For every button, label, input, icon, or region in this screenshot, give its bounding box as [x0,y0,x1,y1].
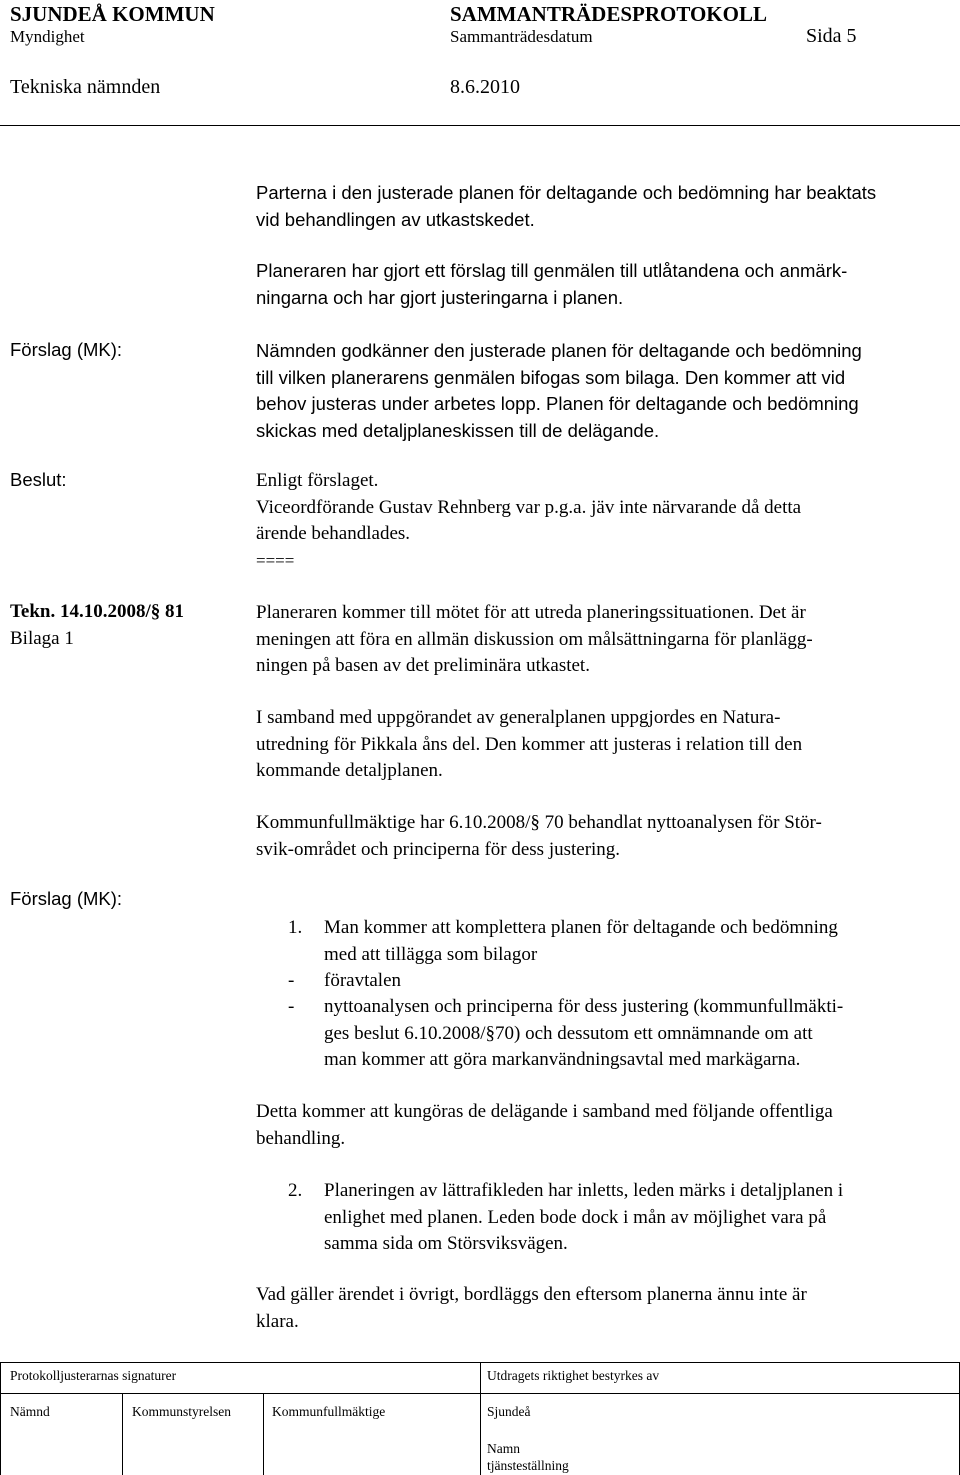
section2-paragraph-3: Kommunfullmäktige har 6.10.2008/§ 70 behandlat nyttoanalysen för Stör- svik-området och principerna för dess justering. [256,812,822,860]
date-label: Sammanträdesdatum [450,27,593,46]
proposal-text: Nämnden godkänner den justerade planen för deltagande och bedömning till vilken planerarens genmälen bifogas som bilaga. Den kommer att vid behov justeras under arbetes lopp. Planen för deltagande och bedömning skickas med detaljplaneskissen till de delägande. [256,340,862,441]
authority-label: Myndighet [10,27,85,46]
section2-paragraph-5: Vad gäller ärendet i övrigt, bordläggs den eftersom planerna ännu inte är klara. [256,1284,807,1332]
intro-paragraph-2: Planeraren har gjort ett förslag till genmälen till utlåtandena och anmärk- ningarna och har gjort justeringarna i planen. [256,260,848,308]
signature-column-council: Kommunfullmäktige [272,1404,386,1419]
signature-column-executive: Kommunstyrelsen [132,1404,231,1419]
footer-left-border [0,1362,1,1475]
page-number: Sida 5 [806,25,857,47]
certification-place: Sjundeå [487,1404,531,1419]
decision-label: Beslut: [10,469,67,490]
dash-item-1: föravtalen [324,970,402,991]
footer-col-divider-2 [263,1393,264,1475]
authority-name: Tekniska nämnden [10,76,161,98]
list-item-2: Planeringen av lättrafikleden har inletts, leden märks i detaljplanen i enlighet med planen. Leden bode dock i mån av möjlighet vara på samma sida om Störsviksvägen. [324,1180,844,1254]
proposal-label-2: Förslag (MK): [10,888,123,909]
section2-paragraph-4: Detta kommer att kungöras de delägande i samband med följande offentliga behandling. [256,1101,833,1149]
intro-paragraph-1: Parterna i den justerade planen för deltagande och bedömning har beaktats vid behandlingen av utkastskedet. [256,182,877,230]
document-type: SAMMANTRÄDESPROTOKOLL [450,2,767,26]
organization-name: SJUNDEÅ KOMMUN [10,2,215,26]
section2-paragraph-1: Planeraren kommer till mötet för att utreda planeringssituationen. Det är meningen att föra en allmän diskussion om målsättningarna för planlägg- ningen på basen av det preliminära utkastet. [256,602,813,676]
proposal-label: Förslag (MK): [10,339,123,360]
list-item-number-2: 2. [288,1180,303,1201]
signatures-label: Protokolljusterarnas signaturer [10,1368,177,1383]
name-label: Namn [487,1441,520,1456]
footer-col-divider-1 [122,1393,123,1475]
attachment-label: Bilaga 1 [10,628,74,649]
signature-column-board: Nämnd [10,1404,50,1419]
dash-bullet-1: - [288,970,295,991]
dash-bullet-2: - [288,996,295,1017]
list-item-1: Man kommer att komplettera planen för deltagande och bedömning med att tillägga som bilagor [324,917,838,965]
decision-text: Enligt förslaget. Viceordförande Gustav Rehnberg var p.g.a. jäv inte närvarande då detta ärende behandlades. ==== [256,468,946,574]
position-label: tjänsteställning [487,1458,569,1473]
list-item-number-1: 1. [288,917,303,938]
dash-item-2: nyttoanalysen och principerna för dess justering (kommunfullmäkti- ges beslut 6.10.2008/§70) och dessutom ett omnämnande om att man kommer att göra markanvändningsavtal med markägarna. [324,996,844,1070]
meeting-date: 8.6.2010 [450,76,520,98]
separator: ==== [256,550,295,570]
section2-paragraph-2: I samband med uppgörandet av generalplanen uppgjordes en Natura- utredning för Pikkala åns del. Den kommer att justeras i relation till den kommande detaljplanen. [256,707,803,781]
header-divider [0,125,960,126]
footer-center-divider [480,1362,481,1475]
case-reference: Tekn. 14.10.2008/§ 81 [10,601,185,622]
certification-label: Utdragets riktighet bestyrkes av [487,1368,660,1383]
